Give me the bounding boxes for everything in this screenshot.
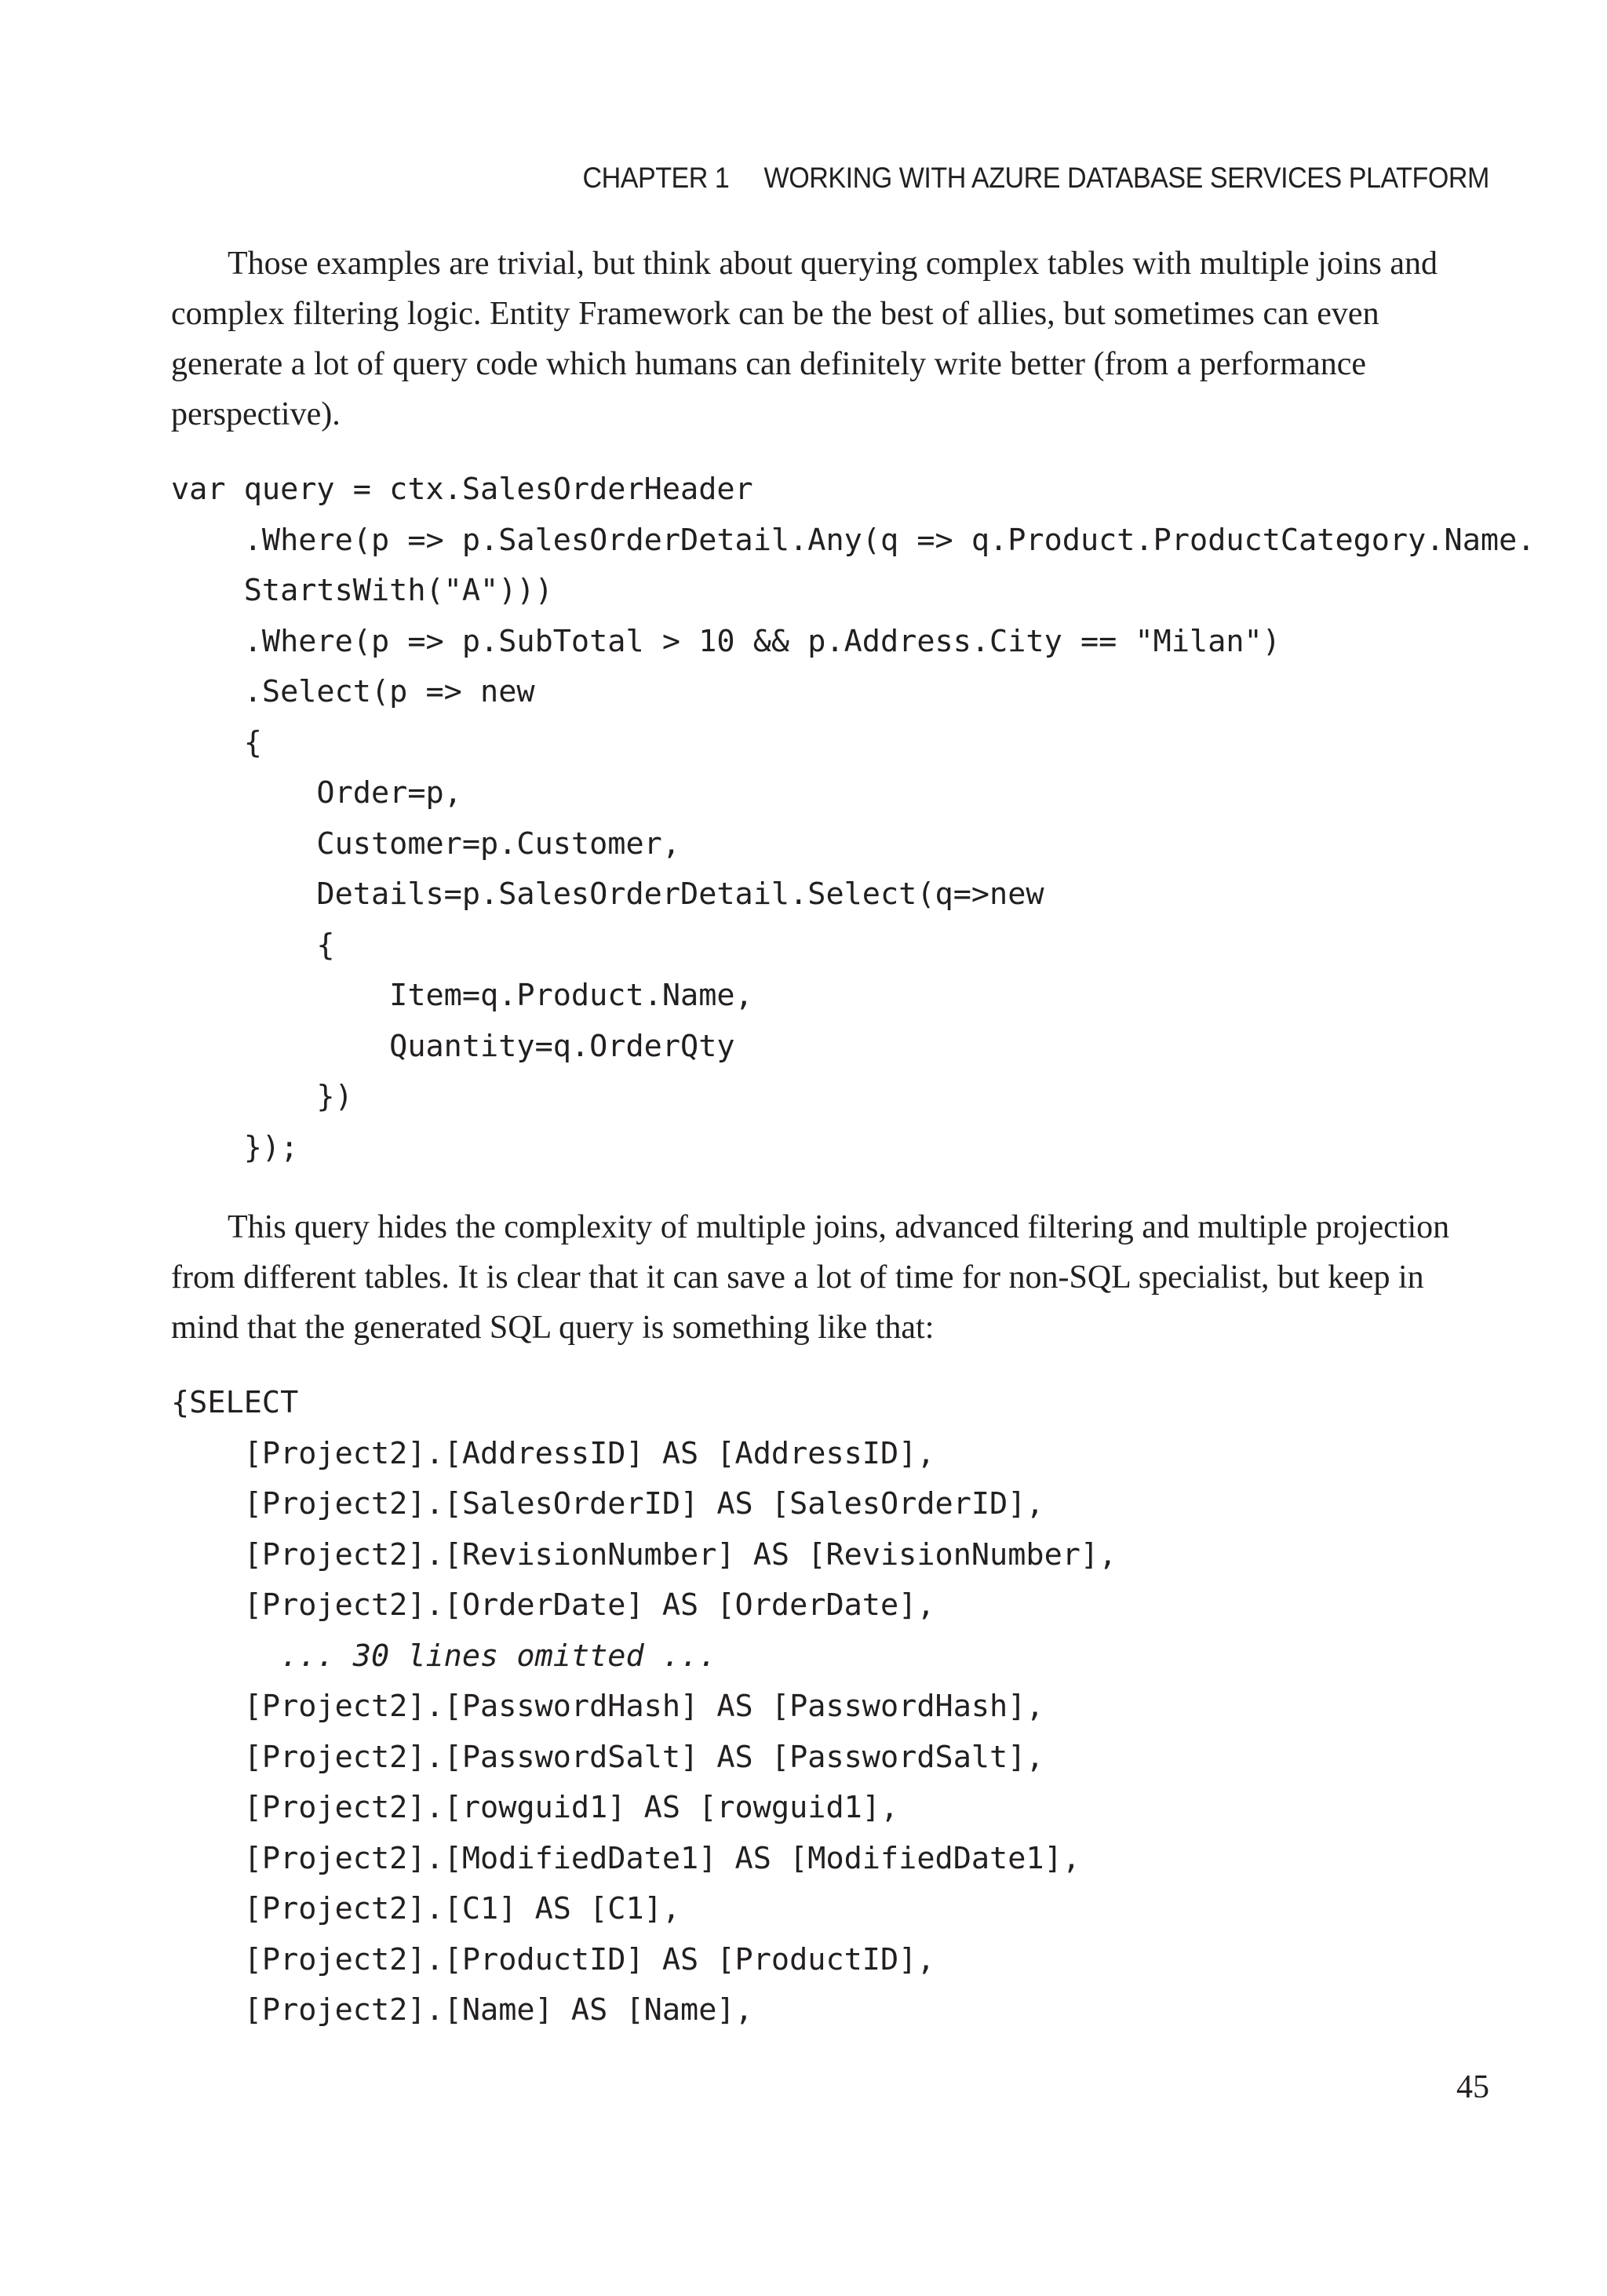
body-paragraph-1: Those examples are trivial, but think about querying complex tables with multiple joins and complex filtering logic. Entity Framework can be the best of allies, but sometimes can even generate a lot of query code which humans can definitely write better (from a performance perspective). [171, 246, 1438, 432]
code-line: .Where(p => p.SalesOrderDetail.Any(q => q.Product.ProductCategory.Name. [171, 522, 1536, 558]
code-line: Details=p.SalesOrderDetail.Select(q=>new [171, 876, 1044, 912]
code-line: .Select(p => new [171, 674, 535, 709]
omitted-lines-note: ... 30 lines omitted ... [171, 1638, 717, 1674]
code-line: [Project2].[PasswordHash] AS [PasswordHash], [171, 1689, 1044, 1724]
page-number: 45 [1456, 2069, 1489, 2105]
code-line: [Project2].[AddressID] AS [AddressID], [171, 1435, 935, 1471]
code-line: Quantity=q.OrderQty [171, 1028, 735, 1064]
code-line: Customer=p.Customer, [171, 825, 681, 862]
csharp-code-listing [171, 465, 1552, 1173]
running-header [583, 162, 1489, 195]
code-line: [Project2].[RevisionNumber] AS [RevisionNumber], [171, 1536, 1117, 1573]
code-line: [Project2].[ModifiedDate1] AS [ModifiedDate1], [171, 1840, 1080, 1876]
code-line: {SELECT [171, 1385, 299, 1420]
code-line: StartsWith("A"))) [171, 573, 553, 608]
chapter-number: CHAPTER 1 [582, 162, 730, 194]
code-line: [Project2].[ProductID] AS [ProductID], [171, 1941, 935, 1977]
chapter-title: WORKING WITH AZURE DATABASE SERVICES PLATFORM [763, 162, 1489, 194]
code-line: { [171, 927, 335, 963]
code-line: { [171, 724, 262, 760]
code-line: [Project2].[rowguid1] AS [rowguid1], [171, 1790, 899, 1825]
code-line: var query = ctx.SalesOrderHeader [171, 472, 753, 507]
code-line: [Project2].[C1] AS [C1], [171, 1891, 681, 1926]
code-line: .Where(p => p.SubTotal > 10 && p.Address.City == "Milan") [171, 623, 1281, 659]
code-line: Order=p, [171, 775, 462, 811]
code-line: }); [171, 1129, 299, 1165]
code-line: [Project2].[Name] AS [Name], [171, 1992, 753, 2028]
code-line: }) [171, 1079, 353, 1114]
code-line: [Project2].[OrderDate] AS [OrderDate], [171, 1587, 935, 1623]
code-line: [Project2].[SalesOrderID] AS [SalesOrderID], [171, 1486, 1044, 1522]
sql-code-listing [171, 1378, 1552, 2036]
code-line: Item=q.Product.Name, [171, 978, 753, 1013]
body-paragraph-2: This query hides the complexity of multiple joins, advanced filtering and multiple projection from different tables. It is clear that it can save a lot of time for non-SQL specialist, but keep in mind that the generated SQL query is something like that: [171, 1209, 1450, 1346]
code-line: [Project2].[PasswordSalt] AS [PasswordSalt], [171, 1739, 1044, 1775]
